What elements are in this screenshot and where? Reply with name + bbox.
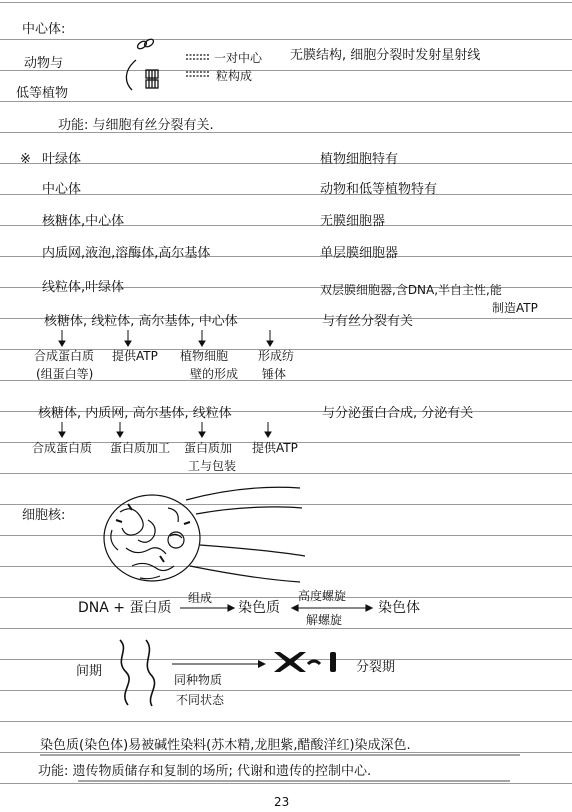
centriole-label-pair: 一对中心 xyxy=(214,51,263,65)
secretion-role: 合成蛋白质 xyxy=(32,441,93,455)
host-line1: 动物与 xyxy=(24,56,64,71)
secretion-role: 提供ATP xyxy=(252,441,298,455)
nucleus-sketch xyxy=(104,487,305,582)
summary-note: 双层膜细胞器,含DNA,半自主性,能 xyxy=(320,283,502,297)
summary-note-continued: 制造ATP xyxy=(492,301,538,315)
centriole-label-granule: 粒构成 xyxy=(216,69,253,83)
secretion-note: 与分泌蛋白合成, 分泌有关 xyxy=(322,406,474,421)
staining-note: 染色质(染色体)易被碱性染料(苏木精,龙胆紫,醋酸洋红)染成深色. xyxy=(40,738,411,753)
chromosome-icons xyxy=(274,652,336,672)
centrosome-heading: 中心体: xyxy=(22,22,66,37)
mitosis-note: 与有丝分裂有关 xyxy=(322,314,414,329)
summary-note: 无膜细胞器 xyxy=(320,214,386,229)
secretion-organelles: 核糖体, 内质网, 高尔基体, 线粒体 xyxy=(38,406,232,421)
nucleus-function: 功能: 遗传物质储存和复制的场所; 代谢和遗传的控制中心. xyxy=(38,764,372,779)
secretion-role: 蛋白质加 xyxy=(184,441,233,455)
summary-organelle: 线粒体,叶绿体 xyxy=(42,280,125,295)
mitosis-role: 提供ATP xyxy=(112,349,158,363)
secretion-role-sub: 工与包装 xyxy=(188,459,237,473)
centrosome-desc: 无膜结构, 细胞分裂时发射星射线 xyxy=(290,48,481,63)
mitosis-role-sub: (组蛋白等) xyxy=(36,367,94,381)
uncoil-label: 解螺旋 xyxy=(306,613,343,627)
summary-organelle: 中心体 xyxy=(42,182,82,197)
secretion-role: 蛋白质加工 xyxy=(110,441,171,455)
chromatin-label: 染色质 xyxy=(238,600,280,616)
summary-mark: ※ xyxy=(20,152,31,167)
chromosome-label: 染色体 xyxy=(378,600,420,616)
same-substance: 同种物质 xyxy=(174,673,223,687)
division-phase-label: 分裂期 xyxy=(356,660,396,675)
mitosis-role-sub: 锤体 xyxy=(262,367,287,381)
host-line2: 低等植物 xyxy=(16,86,69,101)
different-state: 不同状态 xyxy=(176,693,225,707)
dna-protein: DNA + 蛋白质 xyxy=(78,600,172,616)
secretion-arrows xyxy=(59,422,271,437)
centrosome-sketch xyxy=(126,38,210,90)
interphase-label: 间期 xyxy=(76,664,103,679)
mitosis-arrows xyxy=(59,330,273,346)
summary-organelle: 核糖体,中心体 xyxy=(42,214,125,229)
high-coil-label: 高度螺旋 xyxy=(298,589,347,603)
centrosome-function: 功能: 与细胞有丝分裂有关. xyxy=(58,118,214,133)
summary-note: 植物细胞特有 xyxy=(320,152,399,167)
mitosis-organelles: 核糖体, 线粒体, 高尔基体, 中心体 xyxy=(44,314,238,329)
mitosis-role-sub: 壁的形成 xyxy=(190,367,239,381)
summary-note: 单层膜细胞器 xyxy=(320,246,399,261)
mitosis-role: 植物细胞 xyxy=(180,349,229,363)
nucleus-heading: 细胞核: xyxy=(22,508,66,523)
compose-label: 组成 xyxy=(188,591,213,605)
summary-note: 动物和低等植物特有 xyxy=(320,182,438,197)
mitosis-role: 形成纺 xyxy=(258,349,295,363)
summary-organelle: 叶绿体 xyxy=(42,152,82,167)
mitosis-role: 合成蛋白质 xyxy=(34,349,95,363)
page-number: 23 xyxy=(274,795,290,809)
summary-organelle: 内质网,液泡,溶酶体,高尔基体 xyxy=(42,246,211,261)
